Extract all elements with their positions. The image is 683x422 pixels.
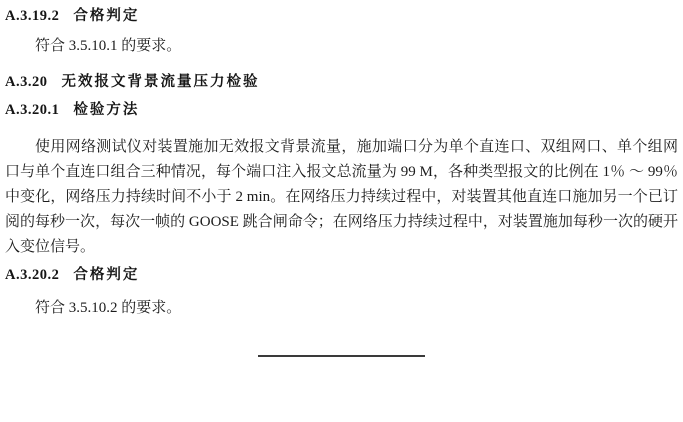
paragraph-conformity-1: 符合 3.5.10.1 的要求。 xyxy=(35,38,182,54)
clause-heading-a3-20-2 xyxy=(5,267,678,283)
end-of-section-rule xyxy=(258,355,425,357)
clause-title: 合格判定 xyxy=(73,8,140,24)
paragraph-conformity-2: 符合 3.5.10.2 的要求。 xyxy=(35,300,182,316)
clause-number: A.3.19.2 xyxy=(5,8,60,24)
clause-number: A.3.20.1 xyxy=(5,102,60,118)
clause-heading-a3-20 xyxy=(5,74,678,90)
clause-title: 无效报文背景流量压力检验 xyxy=(61,74,260,90)
clause-heading-a3-19-2 xyxy=(5,8,678,24)
paragraph-test-method: 使用网络测试仪对装置施加无效报文背景流量，施加端口分为单个直连口、双组网口、单个组网口与单个直连口组合三种情况，每个端口注入报文总流量为 99 M，各种类型报文的比例在 1％ ～ 99％中变化，网络压力持续时间不小于 2 min。在网络压力持续过程中，对装置其他直连口施加另一个已订阅的每秒一次，每次一帧的 GOOSE 跳合闸命令；在网络压力持续过程中，对装置施加每秒一次的硬开入变位信号。 xyxy=(5,139,678,255)
clause-number: A.3.20.2 xyxy=(5,267,60,283)
clause-number: A.3.20 xyxy=(5,74,48,90)
clause-title: 检验方法 xyxy=(73,102,140,118)
clause-heading-a3-20-1 xyxy=(5,102,678,118)
clause-title: 合格判定 xyxy=(73,267,140,283)
